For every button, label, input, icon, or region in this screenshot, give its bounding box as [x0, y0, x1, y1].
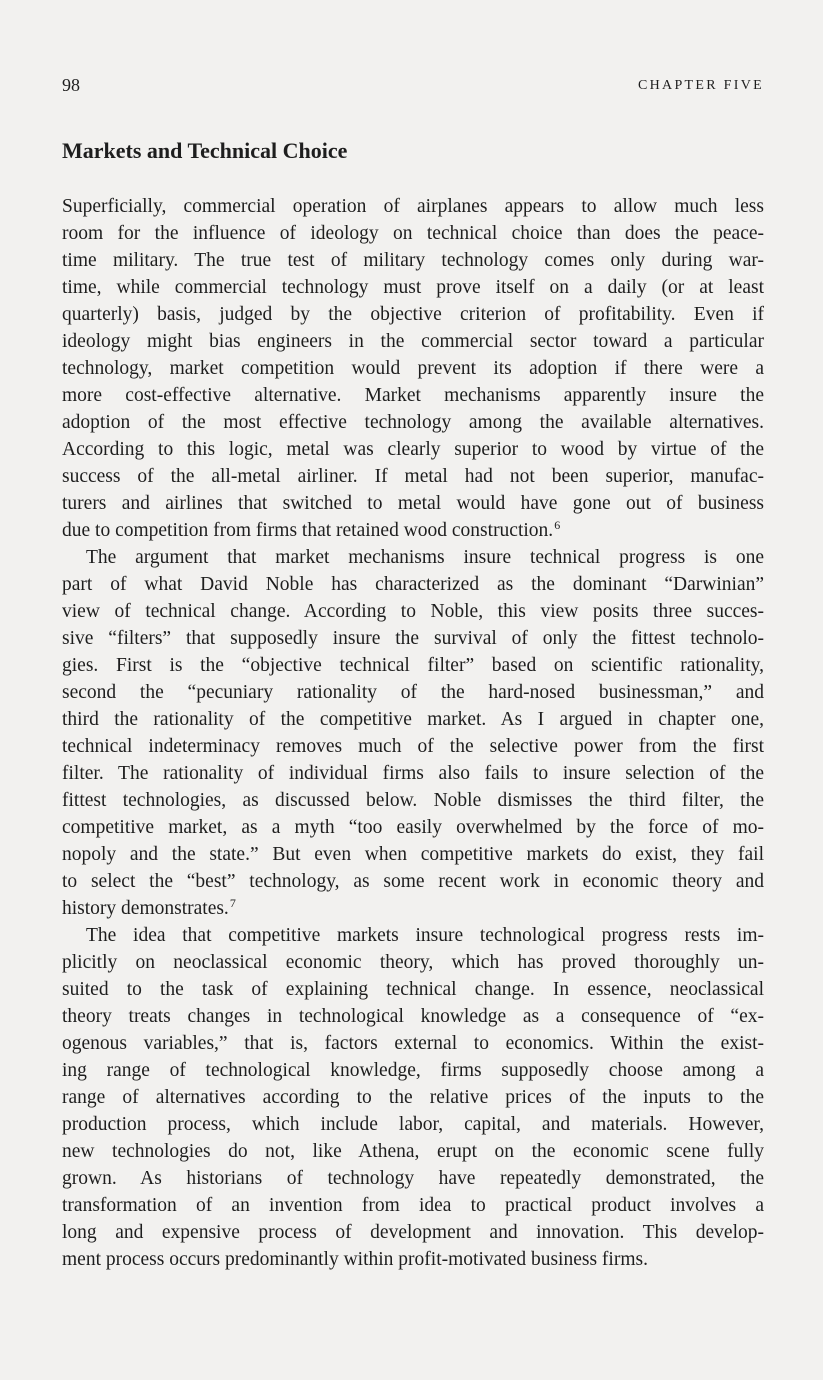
- text-line: [62, 1003, 764, 1030]
- text-line: [62, 868, 764, 895]
- section-title: Markets and Technical Choice: [62, 138, 348, 163]
- text-line: [62, 598, 764, 625]
- line-text: time military. The true test of military technology comes only during war-: [62, 250, 764, 271]
- text-line: [62, 544, 764, 571]
- text-line: [62, 1246, 764, 1273]
- text-line: [62, 706, 764, 733]
- line-text: transformation of an invention from idea to practical product involves a: [62, 1195, 764, 1216]
- line-text: nopoly and the state.” But even when competitive markets do exist, they fail: [62, 844, 764, 865]
- line-text: success of the all-metal airliner. If metal had not been superior, manufac-: [62, 466, 764, 487]
- text-line: [62, 571, 764, 598]
- line-text: new technologies do not, like Athena, erupt on the economic scene fully: [62, 1141, 764, 1162]
- line-text: view of technical change. According to Noble, this view posits three succes-: [62, 601, 764, 622]
- text-line: [62, 679, 764, 706]
- text-line: [62, 490, 764, 517]
- line-text: due to competition from firms that retained wood construction.: [62, 520, 554, 541]
- line-text: time, while commercial technology must prove itself on a daily (or at least: [62, 277, 764, 298]
- line-text: grown. As historians of technology have repeatedly demonstrated, the: [62, 1168, 764, 1189]
- line-text: long and expensive process of development and innovation. This develop-: [62, 1222, 764, 1243]
- line-text: range of alternatives according to the relative prices of the inputs to the: [62, 1087, 764, 1108]
- text-line: [62, 1165, 764, 1192]
- line-text: fittest technologies, as discussed below. Noble dismisses the third filter, the: [62, 790, 764, 811]
- text-line: [62, 733, 764, 760]
- line-text: adoption of the most effective technology among the available alternatives.: [62, 412, 764, 433]
- line-text: history demonstrates.: [62, 898, 229, 919]
- line-text: theory treats changes in technological knowledge as a consequence of “ex-: [62, 1006, 764, 1027]
- paragraph: [62, 544, 764, 922]
- page-header: [62, 74, 764, 100]
- text-line: [62, 814, 764, 841]
- text-line: [62, 1219, 764, 1246]
- text-line: [62, 1057, 764, 1084]
- line-text: quarterly) basis, judged by the objective criterion of profitability. Even if: [62, 304, 764, 325]
- line-text: gies. First is the “objective technical filter” based on scientific rationality,: [62, 655, 764, 676]
- text-line: [62, 1192, 764, 1219]
- text-line: [62, 301, 764, 328]
- line-text: Superficially, commercial operation of airplanes appears to allow much less: [62, 196, 764, 217]
- line-text: ing range of technological knowledge, firms supposedly choose among a: [62, 1060, 764, 1081]
- body-text: [62, 193, 764, 1273]
- line-text: filter. The rationality of individual firms also fails to insure selection of the: [62, 763, 764, 784]
- text-line: [62, 922, 764, 949]
- text-line: [62, 328, 764, 355]
- line-text: more cost-effective alternative. Market mechanisms apparently insure the: [62, 385, 764, 406]
- footnote-marker[interactable]: 7: [229, 896, 236, 910]
- line-text: part of what David Noble has characterized as the dominant “Darwinian”: [62, 574, 764, 595]
- text-line: [62, 760, 764, 787]
- text-line: [62, 193, 764, 220]
- text-line: [62, 787, 764, 814]
- text-line: [62, 382, 764, 409]
- text-line: [62, 895, 764, 922]
- page-number: 98: [62, 75, 80, 95]
- text-line: [62, 463, 764, 490]
- text-line: [62, 517, 764, 544]
- text-line: [62, 976, 764, 1003]
- text-line: [62, 274, 764, 301]
- line-text: third the rationality of the competitive market. As I argued in chapter one,: [62, 709, 764, 730]
- text-line: [62, 625, 764, 652]
- text-line: [62, 841, 764, 868]
- line-text: competitive market, as a myth “too easily overwhelmed by the force of mo-: [62, 817, 764, 838]
- text-line: [62, 1138, 764, 1165]
- line-text: second the “pecuniary rationality of the hard-nosed businessman,” and: [62, 682, 764, 703]
- running-head: CHAPTER FIVE: [638, 78, 764, 93]
- text-line: [62, 949, 764, 976]
- line-text: plicitly on neoclassical economic theory, which has proved thoroughly un-: [62, 952, 764, 973]
- text-line: [62, 220, 764, 247]
- line-text: sive “filters” that supposedly insure the survival of only the fittest technolo-: [62, 628, 764, 649]
- line-text: ideology might bias engineers in the commercial sector toward a particular: [62, 331, 764, 352]
- text-line: [62, 409, 764, 436]
- line-text: room for the influence of ideology on technical choice than does the peace-: [62, 223, 764, 244]
- text-line: [62, 1030, 764, 1057]
- line-text: to select the “best” technology, as some recent work in economic theory and: [62, 871, 764, 892]
- text-line: [62, 436, 764, 463]
- text-line: [62, 1084, 764, 1111]
- line-text: production process, which include labor, capital, and materials. However,: [62, 1114, 764, 1135]
- text-line: [62, 247, 764, 274]
- line-text: The idea that competitive markets insure technological progress rests im-: [86, 925, 764, 946]
- line-text: ment process occurs predominantly within profit-motivated business firms.: [62, 1249, 648, 1270]
- line-text: technology, market competition would prevent its adoption if there were a: [62, 358, 764, 379]
- footnote-marker[interactable]: 6: [554, 518, 561, 532]
- paragraph: [62, 922, 764, 1273]
- line-text: According to this logic, metal was clearly superior to wood by virtue of the: [62, 439, 764, 460]
- text-line: [62, 1111, 764, 1138]
- text-line: [62, 355, 764, 382]
- paragraph: [62, 193, 764, 544]
- line-text: turers and airlines that switched to metal would have gone out of business: [62, 493, 764, 514]
- line-text: technical indeterminacy removes much of the selective power from the first: [62, 736, 764, 757]
- line-text: suited to the task of explaining technical change. In essence, neoclassical: [62, 979, 764, 1000]
- text-line: [62, 652, 764, 679]
- line-text: The argument that market mechanisms insure technical progress is one: [86, 547, 764, 568]
- line-text: ogenous variables,” that is, factors external to economics. Within the exist-: [62, 1033, 764, 1054]
